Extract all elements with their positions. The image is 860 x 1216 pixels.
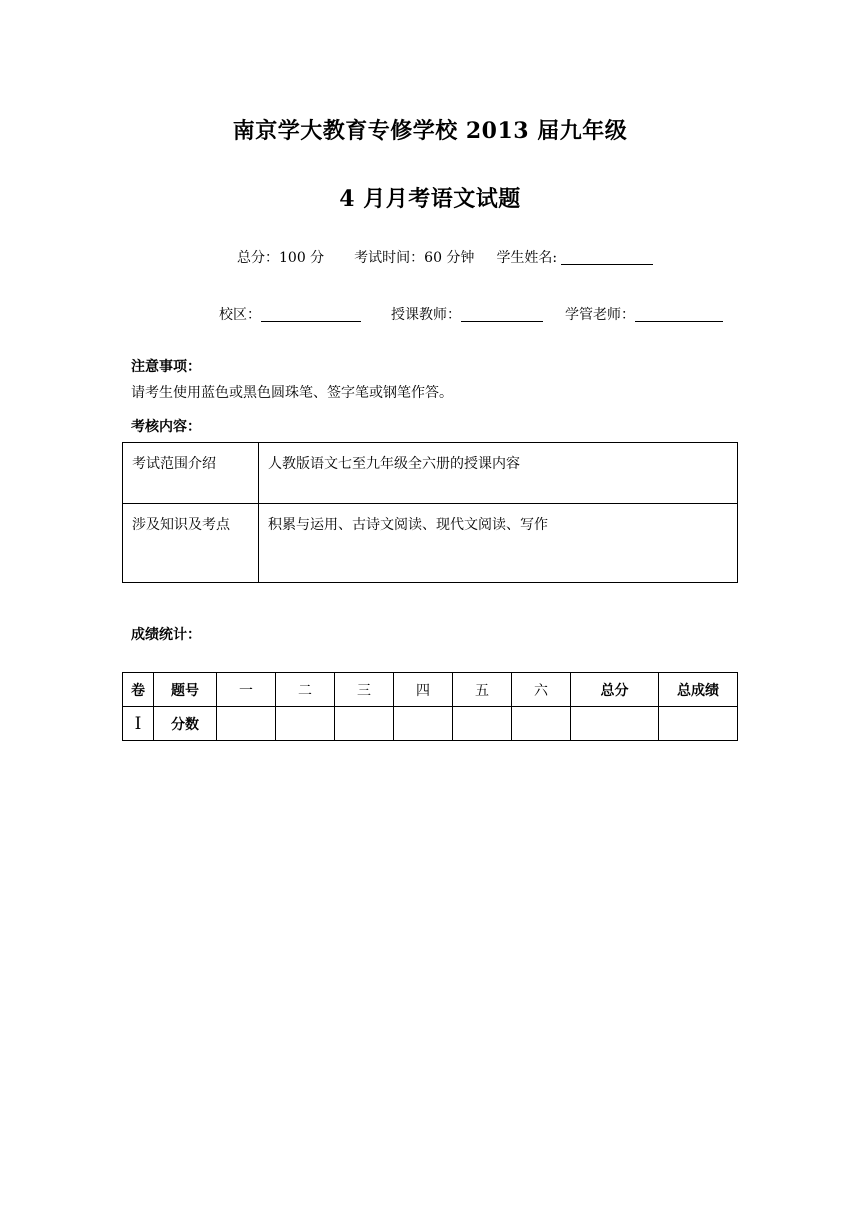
volume-cell-bottom: I — [123, 707, 154, 741]
question-number-label: 题号 — [154, 673, 217, 707]
exam-scope-value: 人教版语文七至九年级全六册的授课内容 — [259, 443, 738, 504]
score-cell[interactable] — [659, 707, 738, 741]
score-cell[interactable] — [394, 707, 453, 741]
table-row — [123, 504, 738, 583]
exam-scope-label: 考试范围介绍 — [123, 443, 259, 504]
column-header: 总成绩 — [659, 673, 738, 707]
column-header: 总分 — [571, 673, 659, 707]
document-title-line1: 南京学大教育专修学校 2013 届九年级 — [232, 118, 628, 144]
table-row — [123, 673, 738, 707]
table-row — [123, 443, 738, 504]
score-cell[interactable] — [276, 707, 335, 741]
column-header: 五 — [453, 673, 512, 707]
score-cell[interactable] — [453, 707, 512, 741]
column-header: 六 — [512, 673, 571, 707]
exam-time-text: 考试时间：60 分钟 — [354, 250, 475, 266]
score-cell[interactable] — [217, 707, 276, 741]
manager-field[interactable] — [635, 307, 723, 322]
campus-field[interactable] — [261, 307, 361, 322]
score-cell[interactable] — [512, 707, 571, 741]
campus-label: 校区： — [219, 307, 261, 323]
volume-cell-top: 卷 — [123, 673, 154, 707]
total-score-text: 总分：100 分 — [237, 250, 325, 266]
column-header: 三 — [335, 673, 394, 707]
column-header: 一 — [217, 673, 276, 707]
table-row — [123, 707, 738, 741]
notice-text: 请考生使用蓝色或黑色圆珠笔、签字笔或钢笔作答。 — [131, 385, 453, 401]
exam-content-heading: 考核内容： — [131, 419, 201, 435]
teacher-label: 授课教师： — [391, 307, 461, 323]
exam-meta-line — [237, 247, 653, 267]
score-table — [122, 672, 738, 741]
score-cell[interactable] — [335, 707, 394, 741]
staff-meta-line — [219, 304, 723, 324]
student-name-field[interactable] — [561, 250, 653, 265]
score-cell[interactable] — [571, 707, 659, 741]
column-header: 二 — [276, 673, 335, 707]
notice-heading: 注意事项： — [131, 359, 201, 375]
student-name-label: 学生姓名: — [496, 250, 558, 266]
score-row-label: 分数 — [154, 707, 217, 741]
teacher-field[interactable] — [461, 307, 543, 322]
knowledge-points-label: 涉及知识及考点 — [123, 504, 259, 583]
score-stats-heading: 成绩统计： — [131, 627, 201, 643]
exam-content-table — [122, 442, 738, 583]
manager-label: 学管老师： — [565, 307, 635, 323]
column-header: 四 — [394, 673, 453, 707]
document-title-line2: 4 月月考语文试题 — [339, 186, 521, 212]
knowledge-points-value: 积累与运用、古诗文阅读、现代文阅读、写作 — [259, 504, 738, 583]
